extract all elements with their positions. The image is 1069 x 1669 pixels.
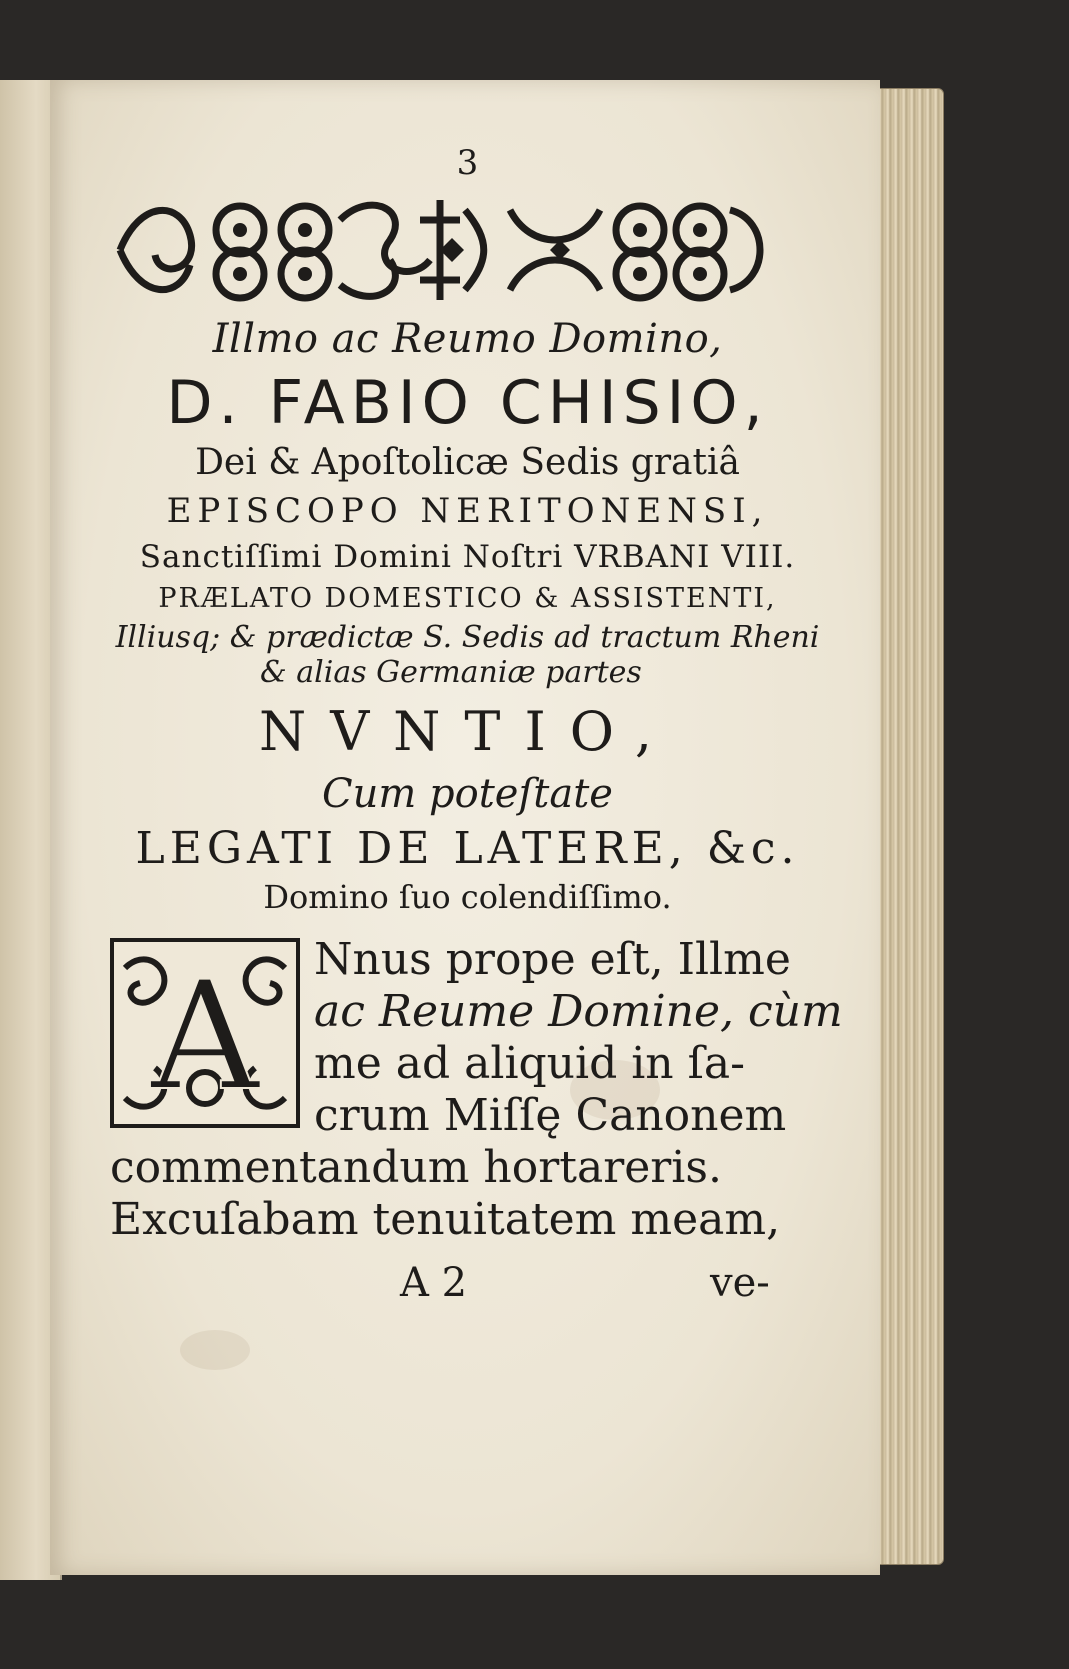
dedication-line-bishop: EPISCOPO NERITONENSI,: [166, 491, 769, 531]
text-block: [110, 143, 843, 1310]
printed-page: [50, 80, 880, 1575]
catchword: ve-: [710, 1260, 770, 1306]
decorated-initial-a: [110, 938, 300, 1128]
page-number: 3: [456, 143, 479, 183]
body-line-3: me ad aliquid in ſa-: [314, 1038, 746, 1089]
body-line-5: commentandum hortareris.: [110, 1142, 722, 1193]
dedication-line-legate: LEGATI DE LATERE, &c.: [135, 823, 800, 874]
body-line-2: ac Reume Domine, cùm: [314, 986, 843, 1037]
body-paragraph: [110, 934, 843, 1246]
dedication-line-closing: Domino ſuo colendiſſimo.: [263, 878, 672, 916]
body-line-6: Excuſabam tenuitatem meam,: [110, 1194, 781, 1245]
book: [0, 70, 950, 1590]
dedication-line-nuncio: NVNTIO,: [258, 700, 677, 763]
page-footer: [110, 1260, 825, 1310]
signature-mark: A 2: [400, 1260, 468, 1306]
dedication-line-grace: Dei & Apoſtolicæ Sedis gratiâ: [195, 442, 740, 483]
dedication-line-prelate: PRÆLATO DOMESTICO & ASSISTENTI,: [158, 583, 777, 614]
dedication-salutation: Illmo ac Reumo Domino,: [212, 316, 723, 362]
dedication-line-power: Cum poteſtate: [322, 771, 613, 817]
dedication-line-see: Illiusq; & prædictæ S. Sedis ad tractum Rheni: [115, 620, 820, 655]
dedication-line-pope: Sanctiſſimi Domini Noſtri VRBANI VIII.: [139, 539, 796, 575]
dedication-line-germany: & alias Germaniæ partes: [260, 655, 642, 690]
ornamental-headpiece: [110, 190, 770, 310]
body-line-4: crum Miſſę Canonem: [314, 1090, 787, 1141]
body-line-1: Nnus prope eſt, Illme: [314, 934, 791, 985]
paper-stain: [180, 1330, 250, 1370]
dedicatee-name: D. FABIO CHISIO,: [166, 368, 769, 438]
initial-letter: A: [150, 950, 260, 1124]
